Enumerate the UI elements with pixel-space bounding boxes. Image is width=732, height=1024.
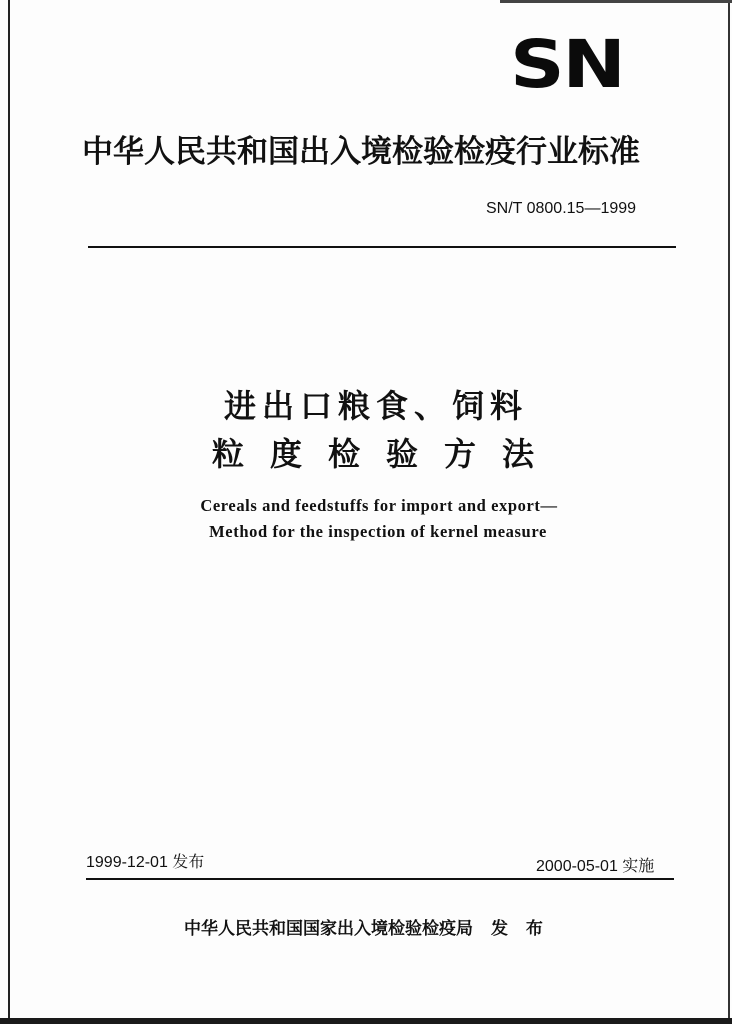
top-divider bbox=[88, 246, 676, 248]
implementation-date: 2000-05-01 实施 bbox=[536, 858, 655, 875]
issue-date: 1999-12-01 发布 bbox=[86, 854, 205, 871]
scan-edge-top bbox=[500, 0, 732, 3]
title-cn-line1: 进出口粮食、饲料 bbox=[223, 387, 528, 425]
title-en-line2: Method for the inspection of kernel measure bbox=[209, 522, 547, 541]
publisher-line bbox=[184, 916, 549, 942]
org-title: 中华人民共和国出入境检验检疫行业标准 bbox=[82, 134, 640, 170]
bottom-divider bbox=[86, 878, 674, 880]
publisher-name: 中华人民共和国国家出入境检验检疫局 bbox=[184, 919, 473, 939]
title-en-line1: Cereals and feedstuffs for import and export— bbox=[200, 496, 558, 515]
sn-logo: SN bbox=[510, 26, 624, 103]
title-cn-line2: 粒度检验方法 bbox=[211, 435, 560, 473]
publisher-action: 发 布 bbox=[491, 919, 549, 939]
scan-edge-bottom bbox=[0, 1018, 732, 1024]
standard-number: SN/T 0800.15—1999 bbox=[486, 200, 637, 217]
